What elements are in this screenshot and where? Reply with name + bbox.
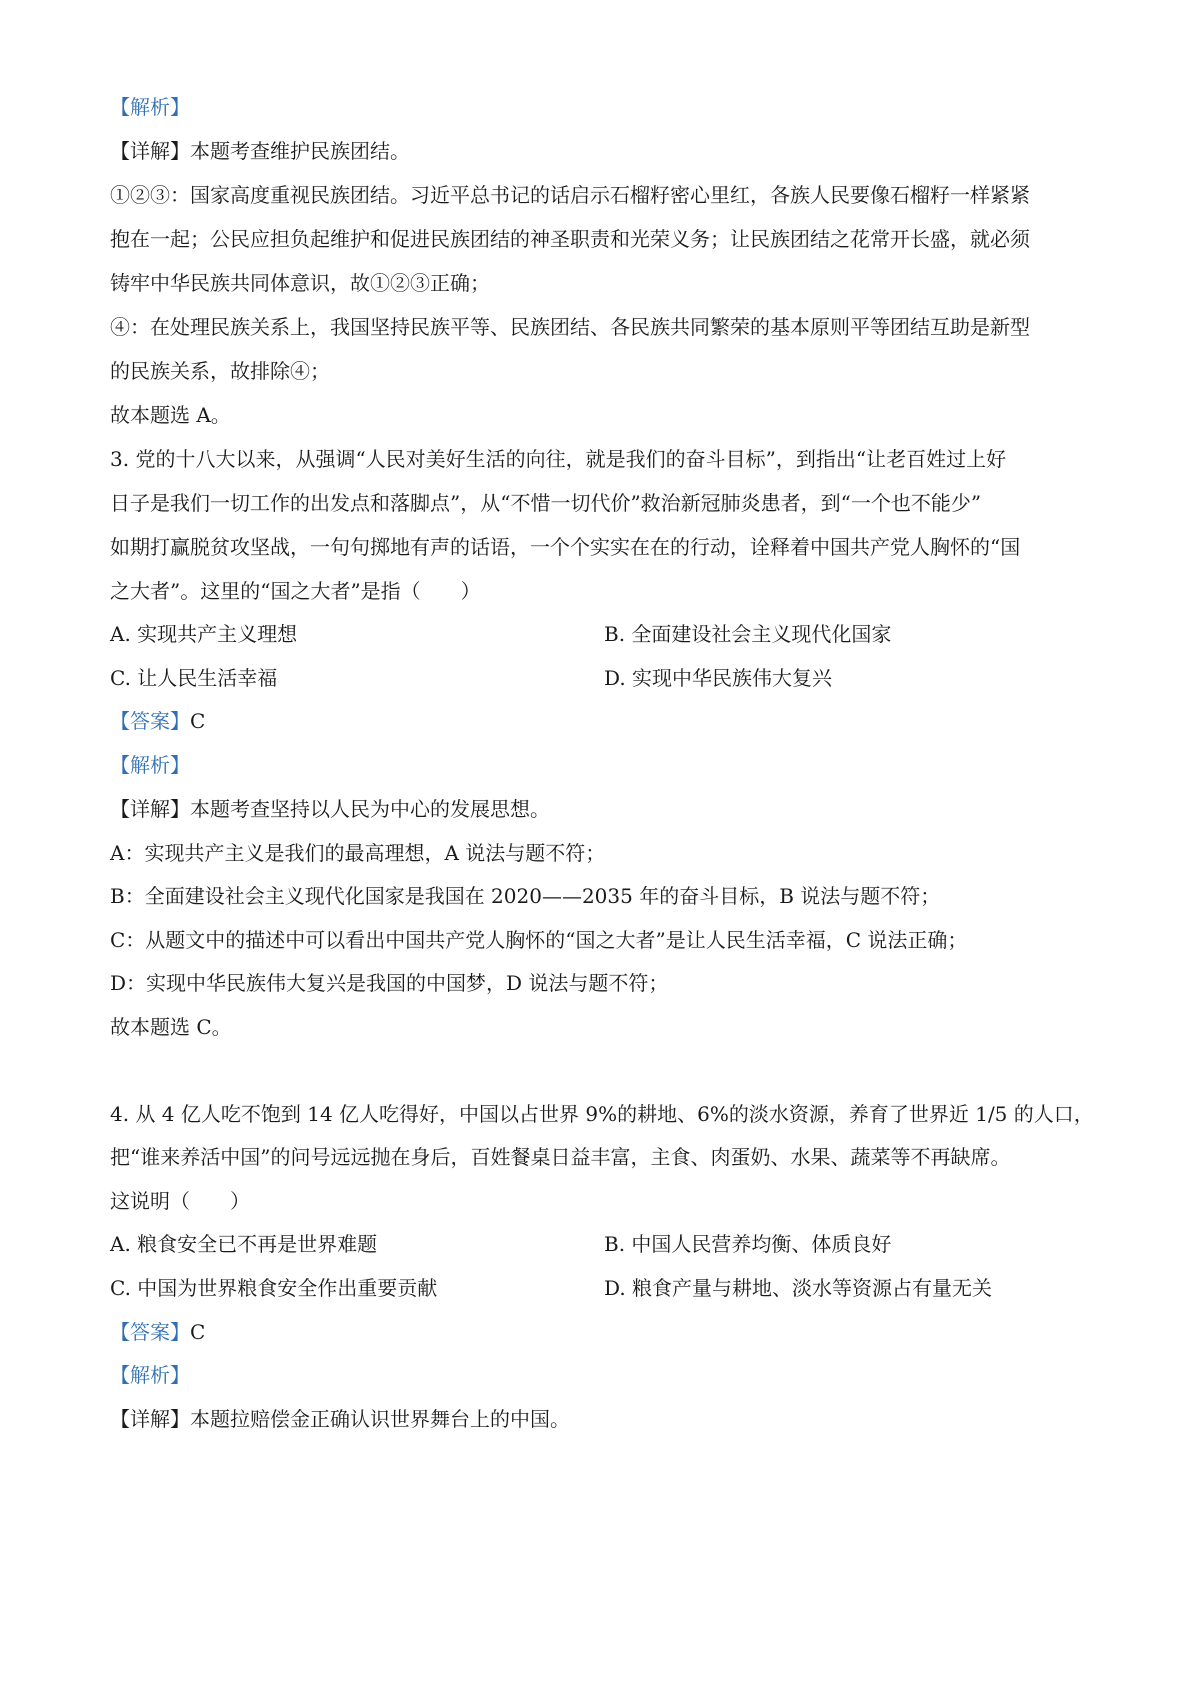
q3-explain-b: B：全面建设社会主义现代化国家是我国在 2020——2035 年的奋斗目标，B 说法与题不符； xyxy=(110,884,941,908)
q4-option-a: A. 粮食安全已不再是世界难题 xyxy=(110,1232,378,1256)
q4-detail-line xyxy=(110,1405,570,1433)
q3-stem-line-4: 之大者”。这里的“国之大者”是指（ ） xyxy=(110,579,481,603)
q3-answer: C xyxy=(190,709,206,733)
q3-answer-tag: 【答案】 xyxy=(110,709,190,733)
q4-answer-tag: 【答案】 xyxy=(110,1320,190,1344)
q2-detail-line xyxy=(110,137,410,165)
q4-stem-line-1: 4. 从 4 亿人吃不饱到 14 亿人吃得好，中国以占世界 9%的耕地、6%的淡水资源，养育了世界近 1/5 的人口， xyxy=(110,1102,1094,1126)
q3-analysis-tag: 【解析】 xyxy=(110,753,190,777)
q3-explain-c: C：从题文中的描述中可以看出中国共产党人胸怀的“国之大者”是让人民生活幸福，C 说法正确； xyxy=(110,928,968,952)
q2-detail-text: 本题考查维护民族团结。 xyxy=(190,139,410,163)
q3-option-c: C. 让人民生活幸福 xyxy=(110,666,278,690)
q2-p1-line-2: 抱在一起；公民应担负起维护和促进民族团结的神圣职责和光荣义务；让民族团结之花常开长盛，就必须 xyxy=(110,227,1030,251)
q3-detail-tag: 【详解】 xyxy=(110,797,190,821)
q3-option-a: A. 实现共产主义理想 xyxy=(110,622,298,646)
q2-p1-line-1: ①②③：国家高度重视民族团结。习近平总书记的话启示石榴籽密心里红，各族人民要像石榴籽一样紧紧 xyxy=(110,183,1030,207)
q3-stem-line-2: 日子是我们一切工作的出发点和落脚点”，从“不惜一切代价”救治新冠肺炎患者，到“一个也不能少” xyxy=(110,491,982,515)
q4-option-b: B. 中国人民营养均衡、体质良好 xyxy=(604,1232,892,1256)
q4-stem-line-3: 这说明（ ） xyxy=(110,1189,250,1213)
q3-explain-a: A：实现共产主义是我们的最高理想，A 说法与题不符； xyxy=(110,841,606,865)
q3-answer-line xyxy=(110,707,205,735)
q4-detail-tag: 【详解】 xyxy=(110,1407,190,1431)
q4-answer: C xyxy=(190,1320,206,1344)
q3-option-b: B. 全面建设社会主义现代化国家 xyxy=(604,622,892,646)
q4-detail-text: 本题拉赔偿金正确认识世界舞台上的中国。 xyxy=(190,1407,570,1431)
q4-answer-line xyxy=(110,1318,205,1346)
q2-detail-tag: 【详解】 xyxy=(110,139,190,163)
q4-stem-line-2: 把“谁来养活中国”的问号远远抛在身后，百姓餐桌日益丰富，主食、肉蛋奶、水果、蔬菜等不再缺席。 xyxy=(110,1145,1011,1169)
q3-detail-text: 本题考查坚持以人民为中心的发展思想。 xyxy=(190,797,550,821)
q4-analysis-tag: 【解析】 xyxy=(110,1363,190,1387)
q3-conclusion: 故本题选 C。 xyxy=(110,1015,232,1039)
q2-p1-line-3: 铸牢中华民族共同体意识，故①②③正确； xyxy=(110,271,490,295)
q3-stem-line-3: 如期打赢脱贫攻坚战，一句句掷地有声的话语，一个个实实在在的行动，诠释着中国共产党人胸怀的“国 xyxy=(110,535,1021,559)
q4-option-c: C. 中国为世界粮食安全作出重要贡献 xyxy=(110,1276,438,1300)
q3-stem-line-1: 3. 党的十八大以来，从强调“人民对美好生活的向往，就是我们的奋斗目标”，到指出“让老百姓过上好 xyxy=(110,447,1007,471)
q3-explain-d: D：实现中华民族伟大复兴是我国的中国梦，D 说法与题不符； xyxy=(110,971,669,995)
q2-p2-line-1: ④：在处理民族关系上，我国坚持民族平等、民族团结、各民族共同繁荣的基本原则平等团结互助是新型 xyxy=(110,315,1030,339)
q4-option-d: D. 粮食产量与耕地、淡水等资源占有量无关 xyxy=(604,1276,993,1300)
q2-p2-line-2: 的民族关系，故排除④； xyxy=(110,359,330,383)
q3-detail-line xyxy=(110,795,550,823)
q2-conclusion: 故本题选 A。 xyxy=(110,403,231,427)
q3-option-d: D. 实现中华民族伟大复兴 xyxy=(604,666,833,690)
q2-analysis-tag: 【解析】 xyxy=(110,95,190,119)
